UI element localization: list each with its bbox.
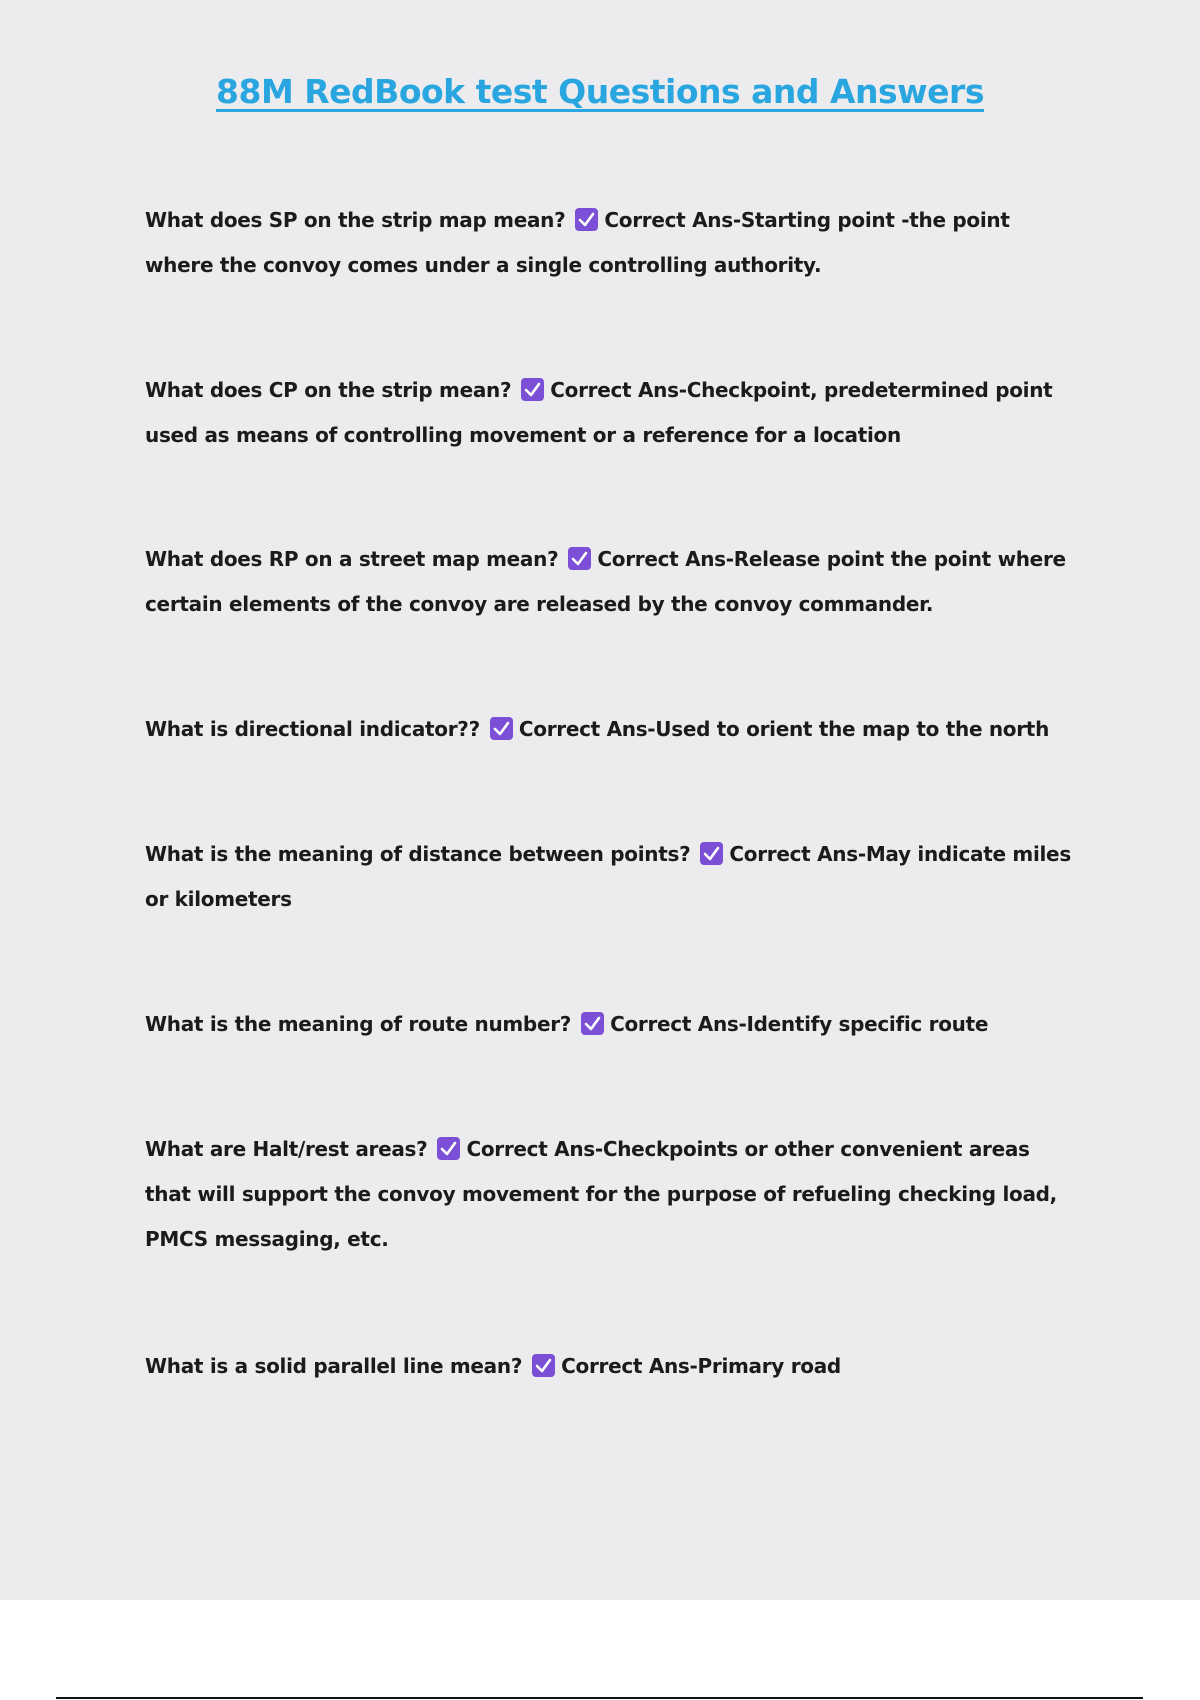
answer-text: Correct Ans-Checkpoint, predetermined point used as means of controlling movement or a reference for a location — [145, 378, 1053, 447]
question-text: What does SP on the strip map mean? — [145, 208, 566, 232]
qa-item — [145, 832, 1075, 922]
checkbox-checked-icon — [490, 717, 513, 740]
answer-text: Correct Ans-Starting point -the point where the convoy comes under a single controlling authority. — [145, 208, 1010, 277]
checkbox-checked-icon — [437, 1137, 460, 1160]
question-text: What is directional indicator?? — [145, 717, 480, 741]
qa-item — [145, 1002, 1075, 1047]
answer-text: Correct Ans-Checkpoints or other convenient areas that will support the convoy movement for the purpose of refueling checking load, PMCS messaging, etc. — [145, 1137, 1057, 1251]
question-text: What is the meaning of distance between points? — [145, 842, 691, 866]
checkbox-checked-icon — [532, 1354, 555, 1377]
qa-item — [145, 198, 1075, 288]
question-text: What is a solid parallel line mean? — [145, 1354, 523, 1378]
answer-text: Correct Ans-May indicate miles or kilometers — [145, 842, 1071, 911]
question-text: What is the meaning of route number? — [145, 1012, 572, 1036]
qa-item — [145, 707, 1075, 752]
question-text: What does CP on the strip mean? — [145, 378, 512, 402]
document-title: 88M RedBook test Questions and Answers — [216, 72, 984, 111]
checkbox-checked-icon — [568, 547, 591, 570]
checkbox-checked-icon — [575, 208, 598, 231]
checkbox-checked-icon — [700, 842, 723, 865]
qa-item — [145, 537, 1075, 627]
checkbox-checked-icon — [521, 378, 544, 401]
qa-item — [145, 368, 1075, 458]
answer-text: Correct Ans-Used to orient the map to the north — [518, 717, 1050, 741]
answer-text: Correct Ans-Identify specific route — [610, 1012, 989, 1036]
question-text: What does RP on a street map mean? — [145, 547, 559, 571]
footer-divider — [56, 1697, 1143, 1699]
qa-item — [145, 1344, 1075, 1389]
answer-text: Correct Ans-Primary road — [561, 1354, 841, 1378]
qa-item — [145, 1127, 1075, 1262]
question-text: What are Halt/rest areas? — [145, 1137, 428, 1161]
checkbox-checked-icon — [581, 1012, 604, 1035]
answer-text: Correct Ans-Release point the point where certain elements of the convoy are released by the convoy commander. — [145, 547, 1066, 616]
